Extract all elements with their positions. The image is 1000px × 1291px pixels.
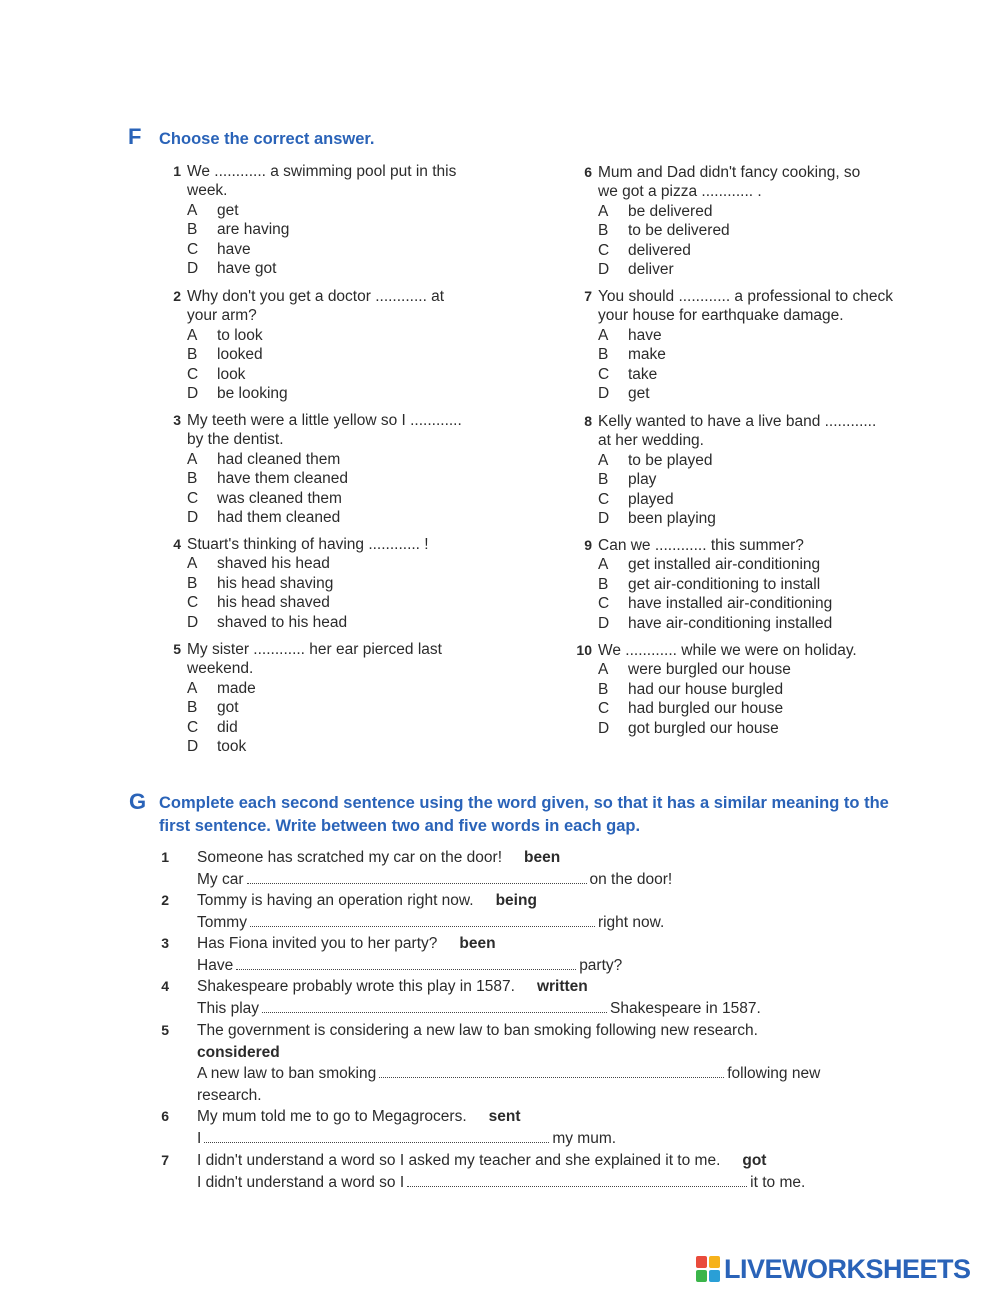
keyword: being bbox=[495, 892, 537, 909]
item-number: 3 bbox=[161, 935, 169, 951]
option-text: got bbox=[217, 699, 239, 717]
logo-text: LIVEWORKSHEETS bbox=[724, 1253, 971, 1284]
option-letter: C bbox=[187, 240, 199, 258]
option-letter: B bbox=[187, 470, 198, 488]
answer-option-a[interactable] bbox=[187, 326, 444, 345]
option-letter: A bbox=[187, 450, 198, 468]
question-10 bbox=[576, 641, 857, 738]
answer-option-a[interactable] bbox=[598, 326, 893, 345]
option-letter: A bbox=[187, 555, 198, 573]
option-letter: D bbox=[187, 509, 199, 527]
option-text: play bbox=[628, 471, 657, 489]
original-sentence: The government is considering a new law to ban smoking following new research. bbox=[197, 1022, 758, 1039]
option-letter: A bbox=[187, 201, 198, 219]
question-stem: My teeth were a little yellow so I ............ bbox=[187, 412, 462, 429]
option-text: be delivered bbox=[628, 202, 713, 220]
answer-sentence: This play Shakespeare in 1587. bbox=[197, 999, 761, 1017]
question-stem: week. bbox=[187, 182, 228, 200]
answer-option-c[interactable] bbox=[187, 489, 462, 508]
answer-option-a[interactable] bbox=[187, 450, 462, 469]
question-7 bbox=[584, 287, 893, 403]
answer-gap[interactable] bbox=[236, 957, 576, 970]
keyword: written bbox=[536, 978, 588, 995]
question-number: 4 bbox=[173, 536, 181, 552]
question-number: 5 bbox=[173, 641, 181, 657]
option-letter: B bbox=[598, 346, 609, 364]
option-text: get bbox=[217, 201, 239, 219]
answer-option-b[interactable] bbox=[187, 574, 429, 593]
answer-option-a[interactable] bbox=[187, 201, 456, 220]
answer-option-a[interactable] bbox=[598, 555, 832, 574]
answer-option-c[interactable] bbox=[598, 241, 860, 260]
transformation-item-4 bbox=[161, 976, 897, 1019]
logo-square-blue bbox=[709, 1270, 720, 1282]
keyword: been bbox=[459, 935, 496, 952]
question-stem: at her wedding. bbox=[598, 432, 704, 450]
option-text: have them cleaned bbox=[217, 470, 348, 488]
liveworksheets-logo bbox=[696, 1253, 971, 1285]
section-g-title bbox=[159, 792, 919, 838]
transformation-item-5 bbox=[161, 1020, 897, 1106]
question-number: 9 bbox=[584, 537, 592, 553]
option-text: have air-conditioning installed bbox=[628, 614, 833, 632]
answer-option-a[interactable] bbox=[187, 554, 429, 573]
question-2 bbox=[173, 287, 445, 403]
option-letter: C bbox=[598, 241, 610, 259]
option-text: played bbox=[628, 490, 674, 508]
answer-option-c[interactable] bbox=[187, 593, 429, 612]
option-letter: D bbox=[598, 510, 610, 528]
answer-sentence: Tommy right now. bbox=[197, 913, 665, 931]
option-text: be looking bbox=[217, 385, 288, 403]
answer-option-d[interactable] bbox=[598, 719, 857, 738]
answer-option-d[interactable] bbox=[598, 614, 832, 633]
option-letter: D bbox=[187, 260, 199, 278]
transformation-item-6 bbox=[161, 1106, 897, 1149]
item-number: 7 bbox=[161, 1152, 169, 1168]
keyword: been bbox=[524, 849, 561, 866]
original-sentence: Tommy is having an operation right now. being bbox=[197, 892, 537, 909]
option-letter: B bbox=[187, 699, 198, 717]
logo-square-yellow bbox=[709, 1256, 720, 1268]
option-letter: C bbox=[598, 365, 610, 383]
option-text: to be played bbox=[628, 451, 713, 469]
option-letter: D bbox=[598, 261, 610, 279]
question-stem: We ............ a swimming pool put in this bbox=[187, 163, 457, 180]
answer-option-c[interactable] bbox=[598, 490, 876, 509]
answer-option-b[interactable] bbox=[598, 575, 832, 594]
option-letter: C bbox=[598, 700, 610, 718]
option-text: had burgled our house bbox=[628, 700, 784, 718]
option-text: have bbox=[628, 326, 662, 344]
option-letter: C bbox=[187, 489, 199, 507]
answer-option-d[interactable] bbox=[187, 613, 429, 632]
answer-sentence-continued: research. bbox=[197, 1086, 262, 1104]
answer-option-b[interactable] bbox=[598, 470, 876, 489]
logo-grid-icon bbox=[696, 1256, 720, 1282]
option-letter: B bbox=[598, 680, 609, 698]
answer-option-b[interactable] bbox=[598, 221, 860, 240]
question-3 bbox=[173, 411, 462, 527]
question-stem: your arm? bbox=[187, 307, 257, 325]
answer-option-c[interactable] bbox=[598, 365, 893, 384]
option-letter: D bbox=[598, 385, 610, 403]
option-letter: D bbox=[187, 738, 199, 756]
option-text: to be delivered bbox=[628, 222, 730, 240]
keyword: considered bbox=[197, 1043, 280, 1061]
option-text: shaved his head bbox=[217, 555, 330, 573]
option-text: take bbox=[628, 365, 658, 383]
transformation-item-7 bbox=[161, 1150, 897, 1193]
answer-option-d[interactable] bbox=[187, 737, 442, 756]
original-sentence: Shakespeare probably wrote this play in 1587. written bbox=[197, 978, 588, 995]
answer-option-d[interactable] bbox=[598, 384, 893, 403]
option-text: looked bbox=[217, 346, 263, 364]
option-letter: B bbox=[598, 471, 609, 489]
option-text: had cleaned them bbox=[217, 450, 341, 468]
question-1 bbox=[173, 162, 457, 278]
question-stem: weekend. bbox=[187, 660, 254, 678]
question-number: 1 bbox=[173, 163, 181, 179]
answer-gap[interactable] bbox=[379, 1065, 724, 1078]
option-text: get bbox=[628, 385, 650, 403]
answer-option-a[interactable] bbox=[598, 451, 876, 470]
original-sentence: Has Fiona invited you to her party? been bbox=[197, 935, 496, 952]
option-letter: B bbox=[187, 574, 198, 592]
option-letter: A bbox=[187, 326, 198, 344]
question-stem: Can we ............ this summer? bbox=[598, 537, 804, 554]
option-letter: D bbox=[598, 614, 610, 632]
logo-square-green bbox=[696, 1270, 707, 1282]
question-stem: You should ............ a professional to check bbox=[598, 288, 893, 305]
answer-sentence: A new law to ban smoking following new bbox=[197, 1065, 821, 1082]
original-sentence: Someone has scratched my car on the door! been bbox=[197, 849, 561, 866]
answer-option-c[interactable] bbox=[187, 718, 442, 737]
option-letter: D bbox=[187, 385, 199, 403]
question-stem: we got a pizza ............ . bbox=[598, 183, 762, 201]
option-text: was cleaned them bbox=[217, 489, 342, 507]
question-number: 7 bbox=[584, 288, 592, 304]
option-text: to look bbox=[217, 326, 263, 344]
option-text: make bbox=[628, 346, 666, 364]
option-letter: B bbox=[598, 575, 609, 593]
answer-gap[interactable] bbox=[204, 1130, 549, 1143]
question-number: 10 bbox=[576, 642, 592, 658]
question-number: 2 bbox=[173, 288, 181, 304]
option-letter: B bbox=[187, 346, 198, 364]
option-text: his head shaving bbox=[217, 574, 334, 592]
option-letter: A bbox=[598, 202, 609, 220]
option-text: are having bbox=[217, 221, 290, 239]
option-text: get air-conditioning to install bbox=[628, 575, 821, 593]
answer-option-d[interactable] bbox=[598, 509, 876, 528]
answer-option-b[interactable] bbox=[187, 220, 456, 239]
option-letter: C bbox=[598, 490, 610, 508]
option-letter: A bbox=[598, 556, 609, 574]
question-stem: Kelly wanted to have a live band ............ bbox=[598, 413, 877, 430]
option-letter: D bbox=[187, 613, 199, 631]
answer-sentence: Have party? bbox=[197, 956, 623, 974]
option-text: had our house burgled bbox=[628, 680, 784, 698]
answer-gap[interactable] bbox=[250, 914, 595, 927]
option-text: had them cleaned bbox=[217, 509, 341, 527]
option-letter: C bbox=[187, 365, 199, 383]
answer-gap[interactable] bbox=[262, 1000, 607, 1013]
question-number: 6 bbox=[584, 164, 592, 180]
option-letter: B bbox=[187, 221, 198, 239]
answer-sentence: My car on the door! bbox=[197, 870, 673, 888]
question-number: 8 bbox=[584, 413, 592, 429]
option-letter: C bbox=[187, 718, 199, 736]
answer-option-a[interactable] bbox=[187, 679, 442, 698]
question-stem: Mum and Dad didn't fancy cooking, so bbox=[598, 164, 861, 181]
question-number: 3 bbox=[173, 412, 181, 428]
answer-gap[interactable] bbox=[247, 871, 587, 884]
answer-gap[interactable] bbox=[407, 1174, 747, 1187]
item-number: 5 bbox=[161, 1022, 169, 1038]
item-number: 6 bbox=[161, 1108, 169, 1124]
question-4 bbox=[173, 535, 429, 632]
option-text: shaved to his head bbox=[217, 613, 348, 631]
option-text: deliver bbox=[628, 261, 674, 279]
option-text: his head shaved bbox=[217, 594, 330, 612]
option-text: were burgled our house bbox=[628, 661, 791, 679]
question-9 bbox=[584, 536, 833, 633]
question-stem: by the dentist. bbox=[187, 431, 284, 449]
answer-sentence: I my mum. bbox=[197, 1129, 617, 1147]
answer-option-a[interactable] bbox=[598, 660, 857, 679]
question-stem: My sister ............ her ear pierced last bbox=[187, 641, 442, 658]
answer-option-b[interactable] bbox=[598, 680, 857, 699]
answer-option-c[interactable] bbox=[187, 240, 456, 259]
answer-option-c[interactable] bbox=[187, 365, 444, 384]
answer-option-b[interactable] bbox=[187, 698, 442, 717]
question-stem: Why don't you get a doctor ............ at bbox=[187, 288, 445, 305]
answer-option-c[interactable] bbox=[598, 594, 832, 613]
section-g-letter: G bbox=[129, 789, 147, 814]
answer-option-d[interactable] bbox=[187, 384, 444, 403]
option-letter: B bbox=[598, 222, 609, 240]
option-text: delivered bbox=[628, 241, 691, 259]
question-6 bbox=[584, 163, 861, 279]
answer-option-d[interactable] bbox=[187, 259, 456, 278]
transformation-item-2 bbox=[161, 890, 897, 933]
answer-option-a[interactable] bbox=[598, 202, 860, 221]
item-number: 2 bbox=[161, 892, 169, 908]
section-f-letter: F bbox=[128, 124, 142, 149]
section-f-title: Choose the correct answer. bbox=[159, 130, 375, 148]
option-text: made bbox=[217, 679, 256, 697]
option-letter: A bbox=[187, 679, 198, 697]
option-letter: C bbox=[187, 594, 199, 612]
answer-option-d[interactable] bbox=[598, 260, 860, 279]
question-stem: your house for earthquake damage. bbox=[598, 307, 844, 325]
keyword: sent bbox=[488, 1108, 521, 1125]
option-letter: D bbox=[598, 719, 610, 737]
section-g-title-line1: Complete each second sentence using the word given, so that it has a similar meaning to the bbox=[159, 794, 889, 812]
question-stem: We ............ while we were on holiday. bbox=[598, 642, 857, 659]
item-number: 4 bbox=[161, 978, 169, 994]
section-g-title-line2: first sentence. Write between two and five words in each gap. bbox=[159, 817, 641, 835]
answer-option-d[interactable] bbox=[187, 508, 462, 527]
item-number: 1 bbox=[161, 849, 169, 865]
transformation-item-3 bbox=[161, 933, 897, 976]
option-text: did bbox=[217, 718, 238, 736]
option-letter: C bbox=[598, 595, 610, 613]
answer-option-b[interactable] bbox=[187, 469, 462, 488]
keyword: got bbox=[742, 1152, 767, 1169]
option-text: have bbox=[217, 240, 251, 258]
option-text: been playing bbox=[628, 510, 716, 528]
option-text: have got bbox=[217, 260, 277, 278]
question-stem: Stuart's thinking of having ............ ! bbox=[187, 536, 429, 553]
answer-option-b[interactable] bbox=[598, 345, 893, 364]
original-sentence: My mum told me to go to Megagrocers. sent bbox=[197, 1108, 521, 1125]
option-text: took bbox=[217, 738, 247, 756]
answer-option-c[interactable] bbox=[598, 699, 857, 718]
option-text: get installed air-conditioning bbox=[628, 556, 821, 574]
option-letter: A bbox=[598, 661, 609, 679]
option-text: have installed air-conditioning bbox=[628, 595, 833, 613]
option-text: look bbox=[217, 365, 246, 383]
question-8 bbox=[584, 412, 877, 528]
answer-option-b[interactable] bbox=[187, 345, 444, 364]
original-sentence: I didn't understand a word so I asked my teacher and she explained it to me. got bbox=[197, 1152, 767, 1169]
question-5 bbox=[173, 640, 442, 756]
option-letter: A bbox=[598, 326, 609, 344]
logo-square-red bbox=[696, 1256, 707, 1268]
option-letter: A bbox=[598, 451, 609, 469]
transformation-item-1 bbox=[161, 847, 897, 890]
option-text: got burgled our house bbox=[628, 719, 779, 737]
answer-sentence: I didn't understand a word so I it to me. bbox=[197, 1173, 806, 1191]
